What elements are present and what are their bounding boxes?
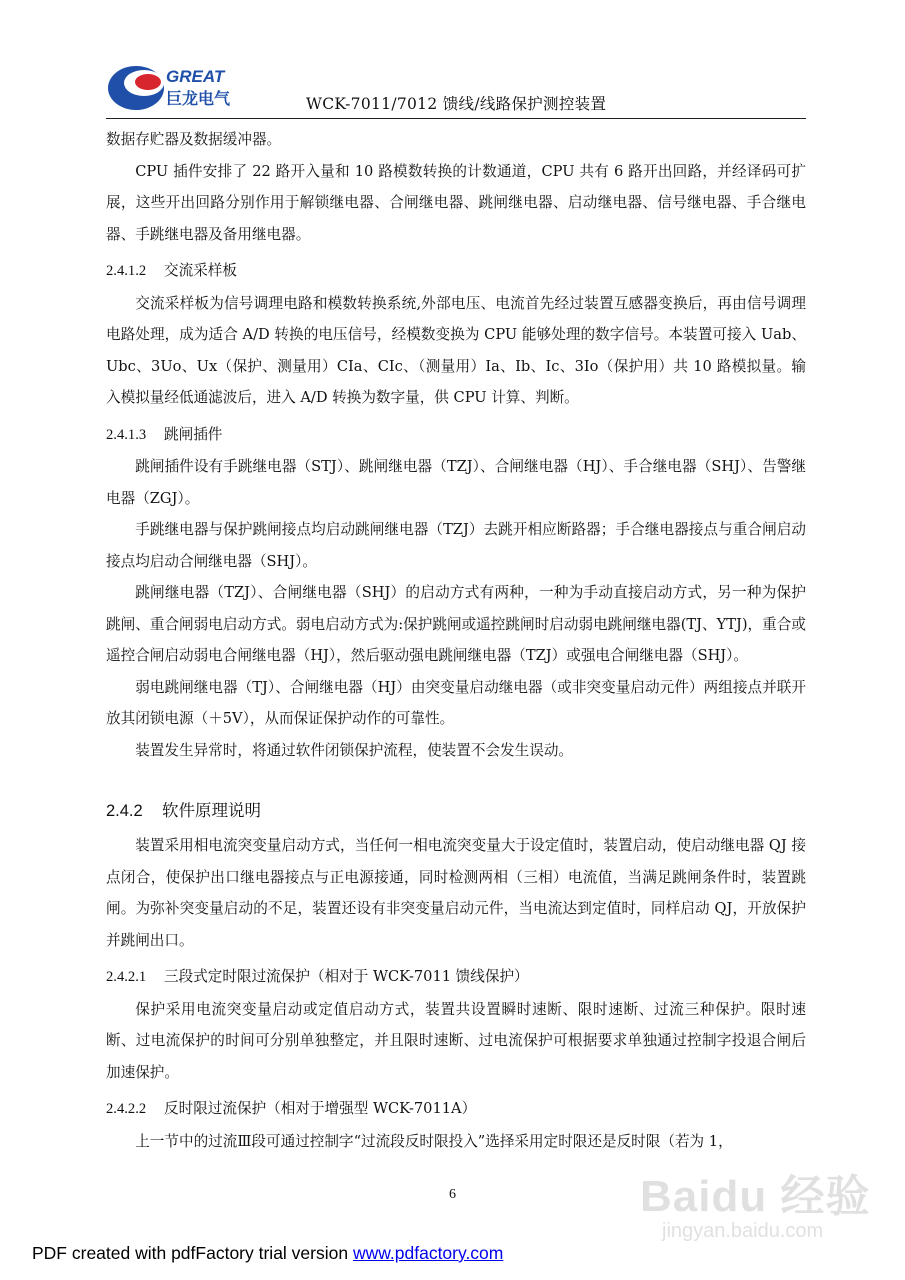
heading-number: 2.4.1.2 — [106, 263, 147, 279]
watermark-title: Baidu 经验 — [640, 1172, 871, 1221]
paragraph: 数据存贮器及数据缓冲器。 — [106, 131, 282, 148]
subsection-heading — [106, 255, 806, 288]
subsection-heading — [106, 419, 806, 452]
logo-text-cn: 巨龙电气 — [166, 89, 231, 108]
pdf-footer — [32, 1243, 503, 1264]
header-title: WCK-7011/7012 馈线/线路保护测控装置 — [306, 95, 607, 113]
paragraph: 交流采样板为信号调理电路和模数转换系统,外部电压、电流首先经过装置互感器变换后，再由信号调理电路处理，成为适合 A/D 转换的电压信号，经模数变换为 CPU 能够处理的数字信号。本装置可接入 Uab、Ubc、3Uo、Ux（保护、测量用）CIa、CIc、（测量用）Ia、Ib、Ic、3Io（保护用）共 10 路模拟量。输入模拟量经低通滤波后，进入 A/D 转换为数字量，供 CPU 计算、判断。 — [106, 294, 806, 406]
page-header — [106, 60, 806, 122]
baidu-watermark — [640, 1160, 890, 1250]
subsection-heading — [106, 1093, 806, 1126]
page-number: 6 — [449, 1187, 456, 1202]
header-divider — [106, 118, 806, 119]
heading-number: 2.4.2.1 — [106, 969, 147, 985]
logo-text-en: GREAT — [166, 67, 225, 86]
heading-text: 反时限过流保护（相对于增强型 WCK-7011A） — [164, 1100, 477, 1117]
heading-number: 2.4.1.3 — [106, 426, 147, 443]
watermark-url: jingyan.baidu.com — [662, 1220, 824, 1242]
paragraph: 上一节中的过流Ⅲ段可通过控制字“过流段反时限投入”选择采用定时限还是反时限（若为 1， — [135, 1132, 733, 1150]
paragraph: 装置采用相电流突变量启动方式，当任何一相电流突变量大于设定值时，装置启动，使启动继电器 QJ 接点闭合，使保护出口继电器接点与正电源接通，同时检测两相（三相）电流值，当满足跳闸条件时，装置跳闸。为弥补突变量启动的不足，装置还设有非突变量启动元件，当电流达到定值时，同样启动 QJ，开放保护并跳闸出口。 — [106, 837, 806, 949]
paragraph: 装置发生异常时，将通过软件闭锁保护流程，使装置不会发生误动。 — [135, 741, 574, 759]
heading-text: 三段式定时限过流保护（相对于 WCK-7011 馈线保护） — [164, 968, 529, 985]
company-logo — [106, 62, 246, 112]
document-body — [106, 124, 806, 1157]
paragraph: 弱电跳闸继电器（TJ）、合闸继电器（HJ）由突变量启动继电器（或非突变量启动元件）两组接点并联开放其闭锁电源（＋5V），从而保证保护动作的可靠性。 — [106, 678, 806, 727]
paragraph: 手跳继电器与保护跳闸接点均启动跳闸继电器（TZJ）去跳开相应断路器；手合继电器接点与重合闸启动接点均启动合闸继电器（SHJ）。 — [106, 521, 806, 570]
section-heading — [106, 794, 806, 828]
subsection-heading — [106, 961, 806, 994]
paragraph: CPU 插件安排了 22 路开入量和 10 路模数转换的计数通道，CPU 共有 6 路开出回路，并经译码可扩展，这些开出回路分别作用于解锁继电器、合闸继电器、跳闸继电器、启动继电器、信号继电器、手合继电器、手跳继电器及备用继电器。 — [106, 162, 806, 243]
paragraph: 保护采用电流突变量启动或定值启动方式，装置共设置瞬时速断、限时速断、过流三种保护。限时速断、过电流保护的时间可分别单独整定，并且限时速断、过电流保护可根据要求单独通过控制字投退合闸后加速保护。 — [106, 1000, 806, 1081]
paragraph: 跳闸继电器（TZJ）、合闸继电器（SHJ）的启动方式有两种，一种为手动直接启动方式，另一种为保护跳闸、重合闸弱电启动方式。弱电启动方式为:保护跳闸或遥控跳闸时启动弱电跳闸继电器(TJ、YTJ)，重合或遥控合闸启动弱电合闸继电器（HJ），然后驱动强电跳闸继电器（TZJ）或强电合闸继电器（SHJ）。 — [106, 584, 806, 664]
footer-text: PDF created with pdfFactory trial version — [32, 1243, 353, 1263]
heading-text: 交流采样板 — [164, 262, 237, 279]
paragraph: 跳闸插件设有手跳继电器（STJ）、跳闸继电器（TZJ）、合闸继电器（HJ）、手合继电器（SHJ）、告警继电器（ZGJ）。 — [106, 458, 806, 507]
heading-number: 2.4.2.2 — [106, 1101, 147, 1117]
footer-link[interactable]: www.pdfactory.com — [352, 1243, 504, 1263]
heading-text: 跳闸插件 — [164, 425, 223, 443]
heading-text: 软件原理说明 — [162, 801, 261, 820]
heading-number: 2.4.2 — [106, 802, 143, 820]
